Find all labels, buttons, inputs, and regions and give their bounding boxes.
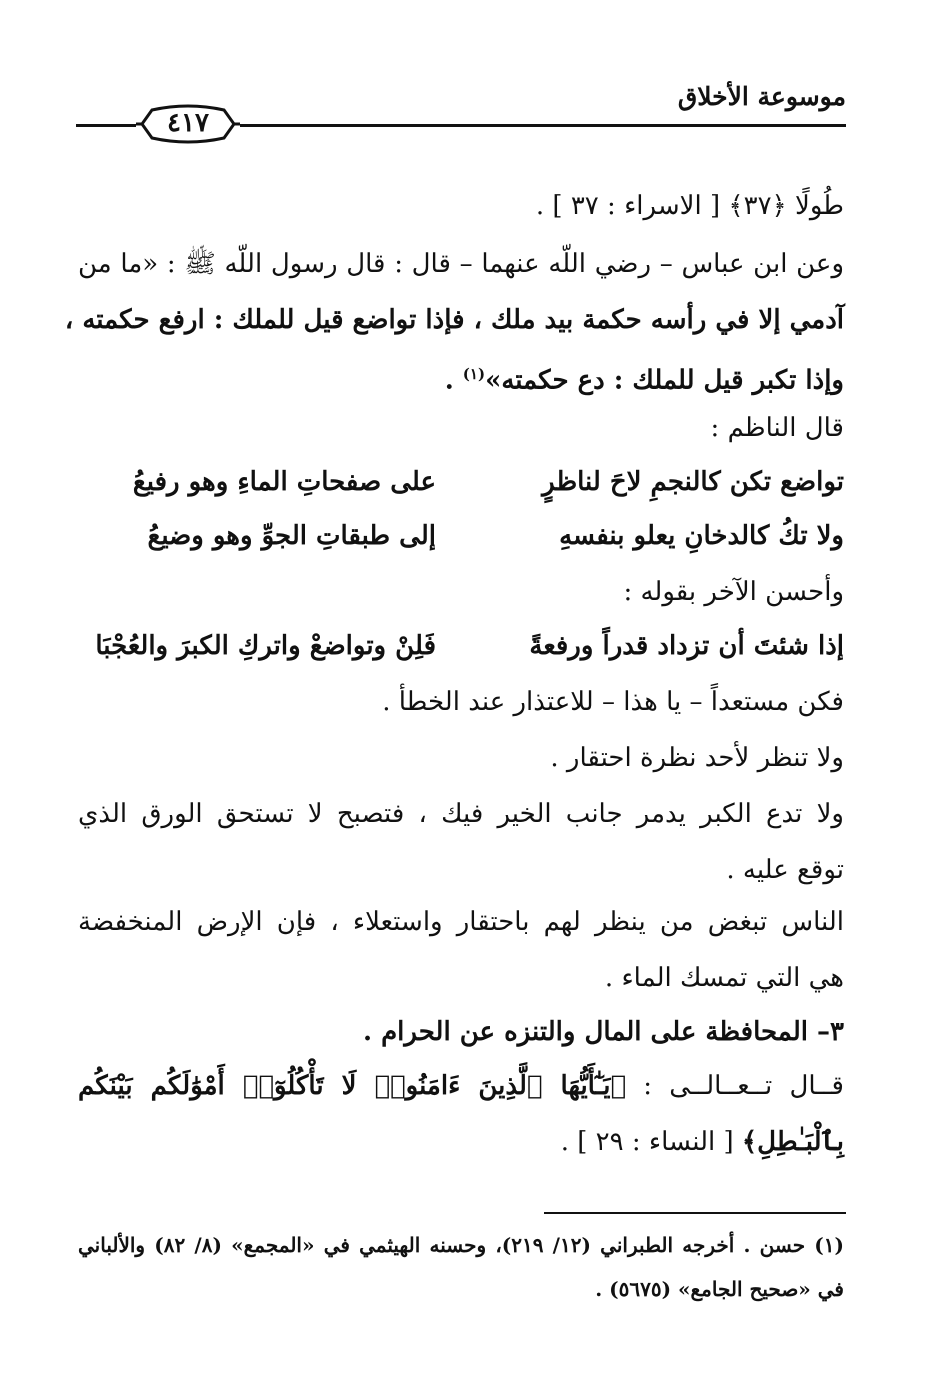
text-line-2 <box>78 246 844 282</box>
text-line-3: آدمي إلا في رأسه حكمة بيد ملك ، فإذا تواضع قيل للملك : ارفع حكمته ، <box>64 305 844 335</box>
text-line-9: ولا تدع الكبر يدمر جانب الخير فيك ، فتصبح لا تستحق الورق الذي <box>78 799 844 829</box>
header-rule-right <box>240 124 846 127</box>
text-line-15 <box>561 1124 844 1160</box>
quran-verse-end: بِٱلْبَـٰطِلِ﴾ <box>741 1127 844 1157</box>
quran-reference: [ النساء : ٢٩ ] . <box>560 1127 742 1157</box>
text-line-10: توقع عليه . <box>726 855 844 885</box>
line-end: . <box>444 365 463 396</box>
text-line-1: طُولًا ﴿٣٧﴾ [ الاسراء : ٣٧ ] . <box>535 191 844 221</box>
text-line-7: فكن مستعداً – يا هذا – للاعتذار عند الخطأ . <box>382 687 844 717</box>
quran-verse: ﴿يَـٰٓأَيُّهَا ٱلَّذِينَ ءَامَنُوا۟ لَا تَأْكُلُوٓا۟ أَمْوَٰلَكُم بَيْنَكُم <box>78 1071 627 1101</box>
text-line-14 <box>78 1068 844 1104</box>
header-rule-left <box>76 124 136 127</box>
running-title: موسوعة الأخلاق <box>677 82 846 111</box>
footnote-line-2: في «صحيح الجامع» (٥٦٧٥) . <box>595 1277 844 1301</box>
text-line-12: هي التي تمسك الماء . <box>604 963 844 993</box>
text-line-8: ولا تنظر لأحد نظرة احتقار . <box>550 743 844 773</box>
verse-3-first-half: إذا شئتَ أن تزداد قدراً ورفعةً <box>529 631 844 661</box>
hadith-end: وإذا تكبر قيل للملك : دع حكمته» <box>485 365 844 396</box>
text-line-5: قال الناظم : <box>710 413 844 443</box>
verse-2-second-half: إلى طبقاتِ الجوِّ وهو وضيعُ <box>147 521 436 551</box>
footnote-rule <box>544 1212 846 1214</box>
verse-2-first-half: ولا تكُ كالدخانِ يعلو بنفسهِ <box>559 521 844 551</box>
verse-3-second-half: فَلِنْ وتواضعْ واتركِ الكبرَ والعُجْبَا <box>95 631 436 661</box>
footnote-line-1: (١) حسن . أخرجه الطبراني (١٢/ ٢١٩)، وحسنه الهيثمي في «المجمع» (٨/ ٨٢) والألباني <box>78 1233 844 1257</box>
text-line-6: وأحسن الآخر بقوله : <box>623 577 844 607</box>
quran-intro: قــال تــعــالــى : <box>626 1071 844 1101</box>
footnote-ref: (١) <box>462 365 486 383</box>
section-heading: ٣– المحافظة على المال والتنزه عن الحرام . <box>362 1017 844 1047</box>
text-line-11: الناس تبغض من ينظر لهم باحتقار واستعلاء ، فإن الإرض المنخفضة <box>78 907 844 937</box>
hadith-intro: وعن ابن عباس – رضي اللّه عنهما – قال : قال رسول اللّه ﷺ : «ما من <box>78 249 844 279</box>
verse-1-second-half: على صفحاتِ الماءِ وهو رفيعُ <box>132 467 436 497</box>
page-number-frame <box>128 98 248 150</box>
verse-1-first-half: تواضع تكن كالنجمِ لاحَ لناظرٍ <box>542 467 844 497</box>
page-number: ٤١٧ <box>167 108 209 138</box>
text-line-4 <box>445 356 844 399</box>
